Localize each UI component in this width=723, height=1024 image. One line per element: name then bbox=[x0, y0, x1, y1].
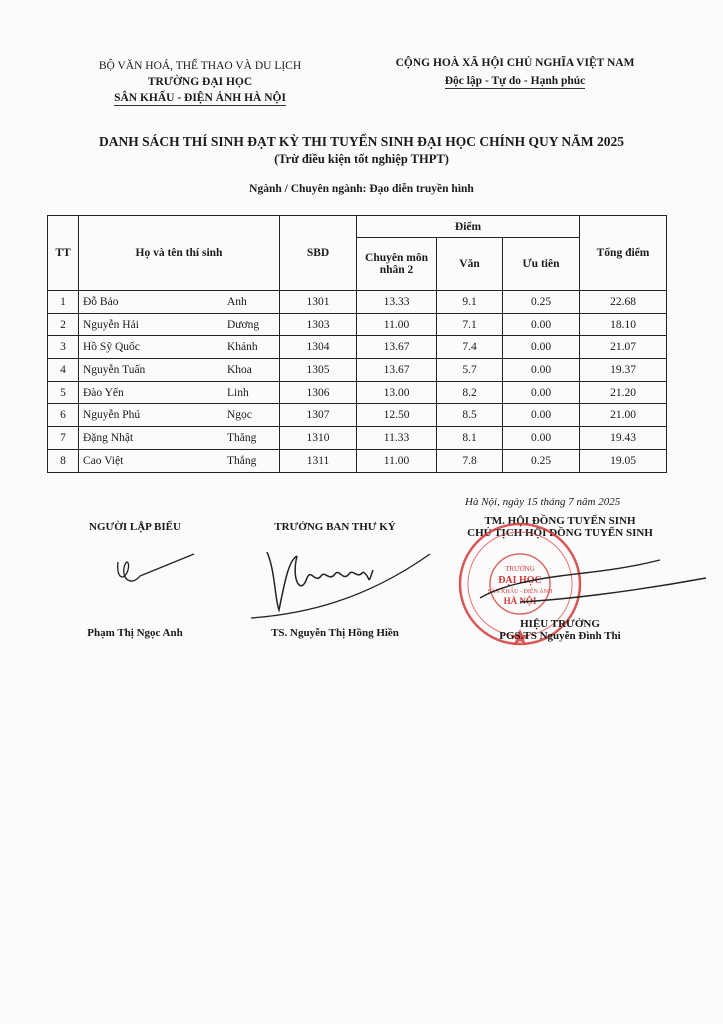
candidate-given-name: Khánh bbox=[227, 341, 258, 354]
score-uu-tien: 0.25 bbox=[503, 291, 580, 314]
candidate-surname: Nguyễn Tuấn bbox=[83, 363, 146, 376]
candidate-name bbox=[79, 381, 280, 404]
document-title-block bbox=[40, 133, 683, 168]
score-van: 7.8 bbox=[437, 449, 503, 472]
score-total: 19.05 bbox=[580, 449, 667, 472]
table-row bbox=[48, 336, 667, 359]
svg-text:HÀ NỘI: HÀ NỘI bbox=[503, 596, 537, 606]
candidate-id: 1306 bbox=[280, 381, 357, 404]
candidate-id: 1311 bbox=[280, 449, 357, 472]
score-chuyen-mon: 13.67 bbox=[357, 336, 437, 359]
score-uu-tien: 0.25 bbox=[503, 449, 580, 472]
score-van: 9.1 bbox=[437, 291, 503, 314]
score-uu-tien: 0.00 bbox=[503, 404, 580, 427]
score-van: 8.5 bbox=[437, 404, 503, 427]
secretary-name: TS. Nguyễn Thị Hồng Hiền bbox=[271, 627, 399, 639]
candidate-given-name: Anh bbox=[227, 295, 247, 308]
score-total: 21.00 bbox=[580, 404, 667, 427]
score-van: 7.4 bbox=[437, 336, 503, 359]
candidate-name bbox=[79, 404, 280, 427]
row-number: 5 bbox=[48, 381, 79, 404]
ministry-name: BỘ VĂN HOÁ, THỂ THAO VÀ DU LỊCH bbox=[98, 60, 302, 72]
table-row bbox=[48, 359, 667, 382]
score-uu-tien: 0.00 bbox=[503, 381, 580, 404]
score-total: 21.20 bbox=[580, 381, 667, 404]
major-label: Ngành / Chuyên ngành: Đạo diễn truyền hình bbox=[249, 183, 474, 195]
results-table bbox=[47, 215, 667, 473]
secretary-title: TRƯỞNG BAN THƯ KÝ bbox=[274, 521, 396, 533]
candidate-id: 1301 bbox=[280, 291, 357, 314]
score-van: 7.1 bbox=[437, 313, 503, 336]
candidate-id: 1305 bbox=[280, 359, 357, 382]
row-number: 2 bbox=[48, 313, 79, 336]
document-title: DANH SÁCH THÍ SINH ĐẠT KỲ THI TUYỂN SINH ĐẠI HỌC CHÍNH QUY NĂM 2025 bbox=[98, 134, 625, 149]
header-uu-tien: Ưu tiên bbox=[503, 238, 580, 291]
candidate-name bbox=[79, 291, 280, 314]
score-total: 19.37 bbox=[580, 359, 667, 382]
score-total: 19.43 bbox=[580, 427, 667, 450]
header-score-group: Điểm bbox=[357, 216, 580, 238]
header-name: Họ và tên thí sinh bbox=[79, 216, 280, 291]
council-title-line2: CHỦ TỊCH HỘI ĐỒNG TUYỂN SINH bbox=[467, 527, 653, 539]
table-row bbox=[48, 449, 667, 472]
row-number: 8 bbox=[48, 449, 79, 472]
results-table-body bbox=[48, 291, 667, 473]
preparer-title: NGƯỜI LẬP BIỂU bbox=[89, 521, 181, 533]
candidate-surname: Nguyễn Hải bbox=[83, 318, 139, 331]
score-uu-tien: 0.00 bbox=[503, 359, 580, 382]
score-chuyen-mon: 11.33 bbox=[357, 427, 437, 450]
header-tt: TT bbox=[48, 216, 79, 291]
score-chuyen-mon: 13.67 bbox=[357, 359, 437, 382]
svg-text:SÂN KHẤU - ĐIỆN ẢNH: SÂN KHẤU - ĐIỆN ẢNH bbox=[487, 589, 553, 595]
header-sbd: SBD bbox=[280, 216, 357, 291]
score-chuyen-mon: 12.50 bbox=[357, 404, 437, 427]
candidate-surname: Nguyễn Phú bbox=[83, 409, 141, 422]
candidate-given-name: Ngọc bbox=[227, 409, 252, 422]
table-row bbox=[48, 427, 667, 450]
score-chuyen-mon: 13.33 bbox=[357, 291, 437, 314]
score-uu-tien: 0.00 bbox=[503, 313, 580, 336]
score-chuyen-mon: 11.00 bbox=[357, 313, 437, 336]
table-row bbox=[48, 291, 667, 314]
candidate-id: 1307 bbox=[280, 404, 357, 427]
date-line: Hà Nội, ngày 15 tháng 7 năm 2025 bbox=[465, 496, 621, 508]
preparer-signature-block bbox=[60, 521, 210, 533]
candidate-name bbox=[79, 336, 280, 359]
candidate-name bbox=[79, 427, 280, 450]
header-total: Tổng điểm bbox=[580, 216, 667, 291]
principal-signature bbox=[470, 540, 710, 620]
score-van: 5.7 bbox=[437, 359, 503, 382]
table-row bbox=[48, 404, 667, 427]
national-header bbox=[385, 55, 645, 89]
document-subtitle: (Trừ điều kiện tốt nghiệp THPT) bbox=[274, 152, 449, 166]
candidate-surname: Đặng Nhật bbox=[83, 431, 134, 444]
council-role-block bbox=[455, 618, 665, 642]
candidate-surname: Cao Việt bbox=[83, 454, 124, 467]
score-chuyen-mon: 11.00 bbox=[357, 449, 437, 472]
candidate-name bbox=[79, 449, 280, 472]
preparer-signature bbox=[110, 548, 200, 594]
national-motto: Độc lập - Tự do - Hạnh phúc bbox=[444, 75, 586, 87]
secretary-signature bbox=[245, 540, 435, 622]
score-van: 8.2 bbox=[437, 381, 503, 404]
candidate-surname: Đỗ Bảo bbox=[83, 295, 119, 308]
council-name: PGS.TS Nguyễn Đình Thi bbox=[499, 630, 621, 642]
header-van: Văn bbox=[437, 238, 503, 291]
score-total: 22.68 bbox=[580, 291, 667, 314]
row-number: 4 bbox=[48, 359, 79, 382]
score-total: 18.10 bbox=[580, 313, 667, 336]
candidate-name bbox=[79, 359, 280, 382]
candidate-name bbox=[79, 313, 280, 336]
candidate-given-name: Khoa bbox=[227, 363, 252, 376]
table-row bbox=[48, 313, 667, 336]
candidate-surname: Đào Yến bbox=[83, 386, 124, 399]
score-total: 21.07 bbox=[580, 336, 667, 359]
candidate-given-name: Thắng bbox=[227, 454, 257, 467]
candidate-id: 1310 bbox=[280, 427, 357, 450]
secretary-signature-block bbox=[245, 521, 425, 533]
score-uu-tien: 0.00 bbox=[503, 336, 580, 359]
row-number: 7 bbox=[48, 427, 79, 450]
council-title-line1: TM. HỘI ĐỒNG TUYỂN SINH bbox=[484, 515, 636, 527]
candidate-given-name: Dương bbox=[227, 318, 260, 331]
score-chuyen-mon: 13.00 bbox=[357, 381, 437, 404]
school-name-line2: SÂN KHẤU - ĐIỆN ẢNH HÀ NỘI bbox=[114, 92, 286, 104]
row-number: 1 bbox=[48, 291, 79, 314]
header-chuyen-mon: Chuyên môn nhân 2 bbox=[357, 238, 437, 291]
svg-text:TRƯỜNG: TRƯỜNG bbox=[505, 565, 535, 573]
row-number: 6 bbox=[48, 404, 79, 427]
svg-text:ĐẠI HỌC: ĐẠI HỌC bbox=[498, 575, 542, 586]
issuing-authority bbox=[90, 58, 310, 106]
score-uu-tien: 0.00 bbox=[503, 427, 580, 450]
candidate-surname: Hồ Sỹ Quốc bbox=[83, 341, 140, 354]
school-name-line1: TRƯỜNG ĐẠI HỌC bbox=[147, 76, 253, 88]
candidate-given-name: Thăng bbox=[227, 431, 257, 444]
score-van: 8.1 bbox=[437, 427, 503, 450]
table-row bbox=[48, 381, 667, 404]
preparer-name: Phạm Thị Ngọc Anh bbox=[87, 627, 183, 639]
candidate-id: 1303 bbox=[280, 313, 357, 336]
candidate-id: 1304 bbox=[280, 336, 357, 359]
candidate-given-name: Linh bbox=[227, 386, 249, 399]
country-name: CỘNG HOÀ XÃ HỘI CHỦ NGHĨA VIỆT NAM bbox=[395, 57, 635, 69]
row-number: 3 bbox=[48, 336, 79, 359]
council-role: HIỆU TRƯỞNG bbox=[520, 618, 600, 630]
